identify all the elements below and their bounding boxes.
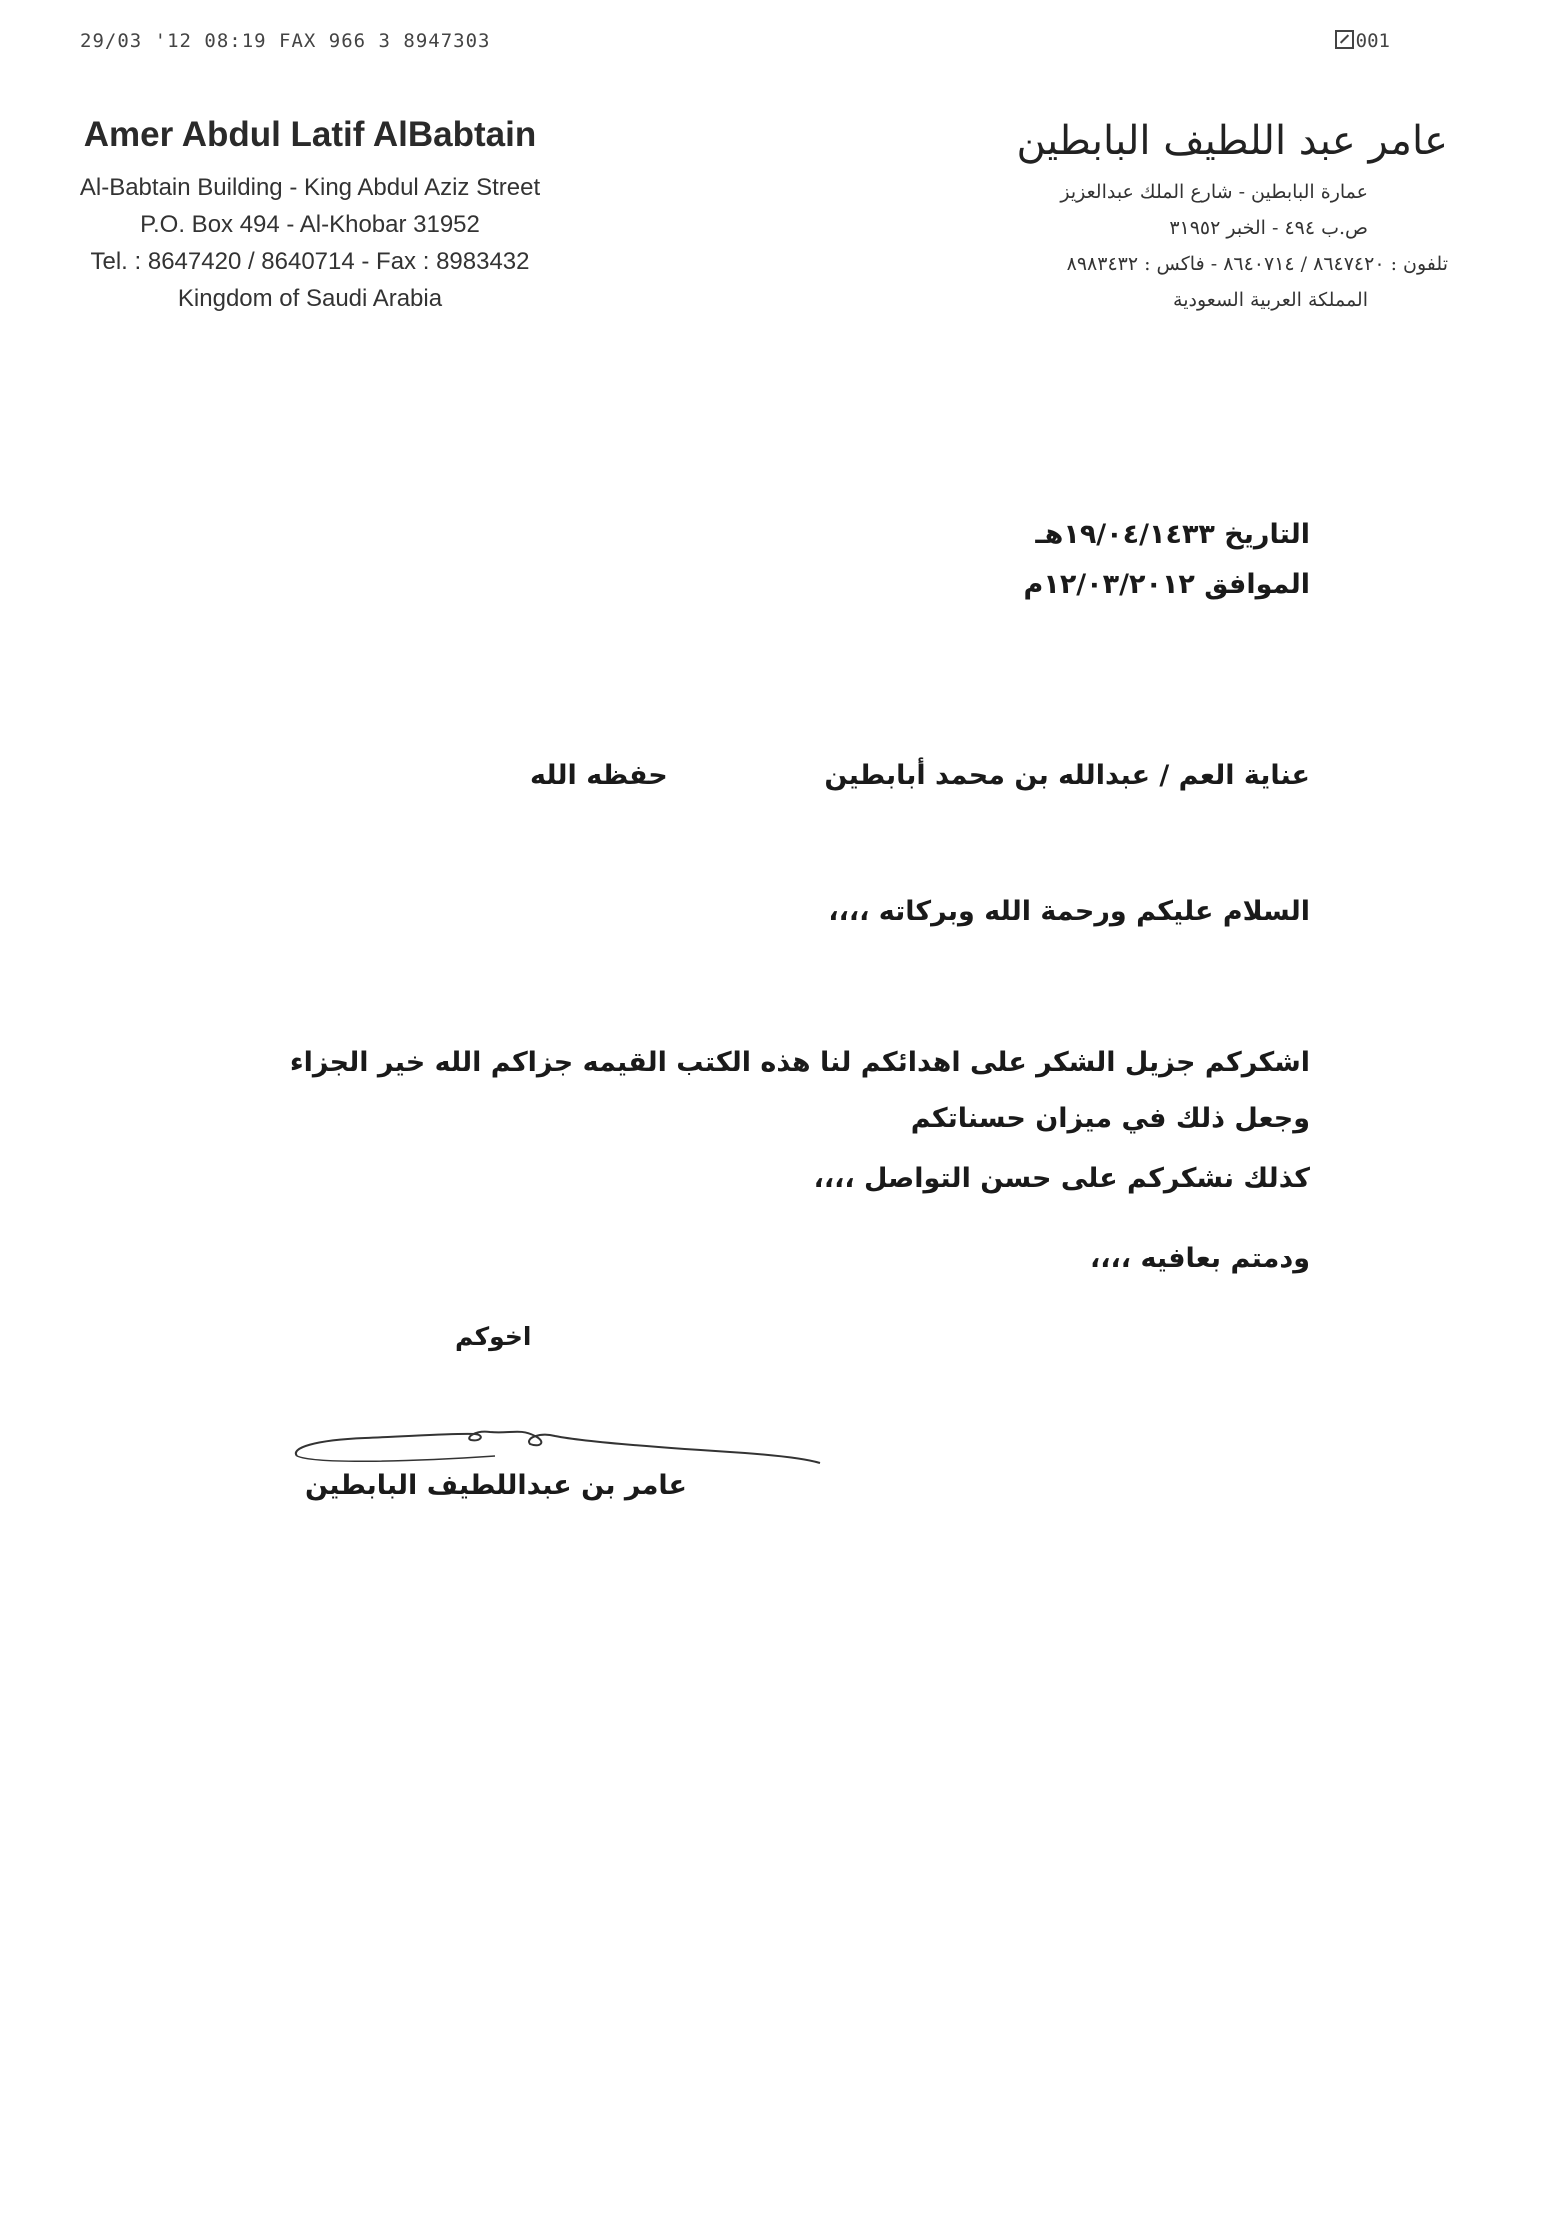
letter-body: اشكركم جزيل الشكر على اهدائكم لنا هذه الكتب القيمه جزاكم الله خير الجزاء وجعل ذلك في ميزان حسناتكم: [289, 1047, 1310, 1134]
closing-line-1: كذلك نشكركم على حسن التواصل ،،،،: [813, 1163, 1310, 1194]
letterhead-english: [60, 115, 560, 317]
date-hijri: التاريخ ١٩/٠٤/١٤٣٣هـ: [1035, 519, 1310, 550]
date-gregorian: الموافق ١٢/٠٣/٢٠١٢م: [1023, 569, 1310, 600]
recipient: عناية العم / عبدالله بن محمد أبابطين: [824, 760, 1310, 791]
sign-off: اخوكم: [455, 1322, 532, 1351]
fax-transmission-header: 29/03 '12 08:19 FAX 966 3 8947303: [80, 30, 491, 52]
letterhead-address-line2-en: P.O. Box 494 - Al-Khobar 31952: [140, 211, 480, 238]
letterhead-contact-ar: تلفون : ٨٦٤٧٤٢٠ / ٨٦٤٠٧١٤ - فاكس : ٨٩٨٣٤٣٢: [1066, 253, 1448, 275]
letterhead-country-ar: المملكة العربية السعودية: [1173, 289, 1368, 311]
letterhead-address-line1-en: Al-Babtain Building - King Abdul Aziz Street: [79, 174, 541, 201]
letterhead-name-ar: عامر عبد اللطيف البابطين: [1016, 118, 1448, 164]
letterhead-arabic: [828, 118, 1448, 318]
letterhead-address-line1-ar: عمارة البابطين - شارع الملك عبدالعزيز: [1060, 181, 1368, 203]
letterhead-name-en: Amer Abdul Latif AlBabtain: [83, 115, 537, 154]
closing-line-2: ودمتم بعافيه ،،،،: [1090, 1243, 1310, 1274]
letterhead-address-line2-ar: ص.ب ٤٩٤ - الخبر ٣١٩٥٢: [1169, 217, 1368, 239]
letterhead-contact-en: Tel. : 8647420 / 8640714 - Fax : 8983432: [90, 248, 530, 275]
letterhead-country-en: Kingdom of Saudi Arabia: [177, 285, 443, 312]
checkbox-icon: [1335, 30, 1354, 49]
fax-page-number-value: 001: [1355, 30, 1390, 52]
letter-dates: [1024, 510, 1310, 610]
signer-name: عامر بن عبداللطيف البابطين: [305, 1470, 687, 1501]
salutation-line: [270, 760, 1310, 791]
greeting: السلام عليكم ورحمة الله وبركاته ،،،،: [828, 896, 1310, 927]
honorific: حفظه الله: [530, 760, 668, 791]
fax-page-number: [1335, 30, 1390, 52]
handwritten-signature: [285, 1408, 825, 1478]
